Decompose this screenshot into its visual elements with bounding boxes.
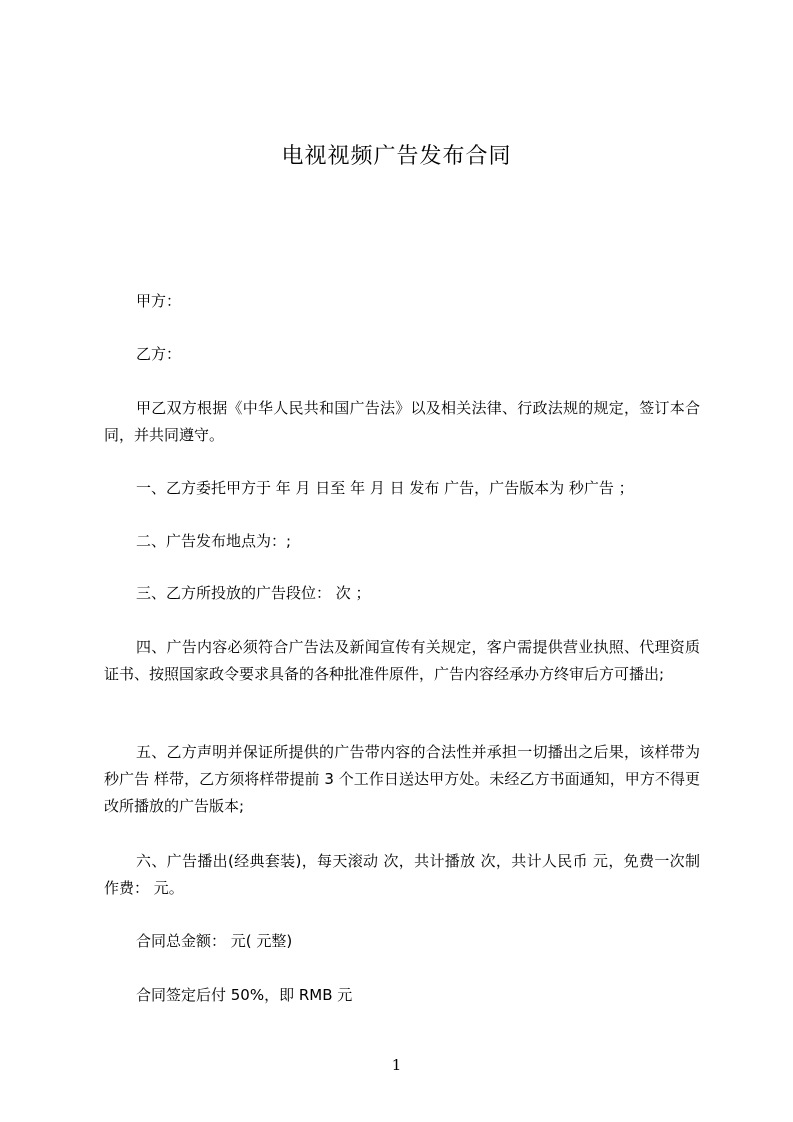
payment-line: 合同签定后付 50%，即 RMB 元 [136,986,353,1004]
clause-1: 一、乙方委托甲方于 年 月 日至 年 月 日 发布 广告，广告版本为 秒广告 ； [136,479,634,497]
total-amount-line: 合同总金额： 元( 元整) [136,932,293,950]
party-b-line: 乙方： [136,345,182,363]
party-a-line: 甲方： [136,292,182,310]
page-number: 1 [391,1056,402,1074]
clause-3: 三、乙方所投放的广告段位： 次 ； [136,584,371,602]
clause-5: 五、乙方声明并保证所提供的广告带内容的合法性并承担一切播出之后果，该样带为 秒广告 样带，乙方须将样带提前 3 个工作日送达甲方处。未经乙方书面通知，甲方不得更改所播放的广告版本; [104,743,700,815]
clause-2: 二、广告发布地点为：; [136,532,292,550]
document-title: 电视视频广告发布合同 [281,144,512,169]
clause-4: 四、广告内容必须符合广告法及新闻宣传有关规定，客户需提供营业执照、代理资质证书、按照国家政令要求具备的各种批准件原件，广告内容经承办方终审后方可播出; [104,638,700,683]
preamble-paragraph: 甲乙双方根据《中华人民共和国广告法》以及相关法律、行政法规的规定，签订本合同，并共同遵守。 [104,399,700,444]
clause-6: 六、广告播出(经典套装)，每天滚动 次，共计播放 次，共计人民币 元，免费一次制作费： 元。 [104,852,700,897]
